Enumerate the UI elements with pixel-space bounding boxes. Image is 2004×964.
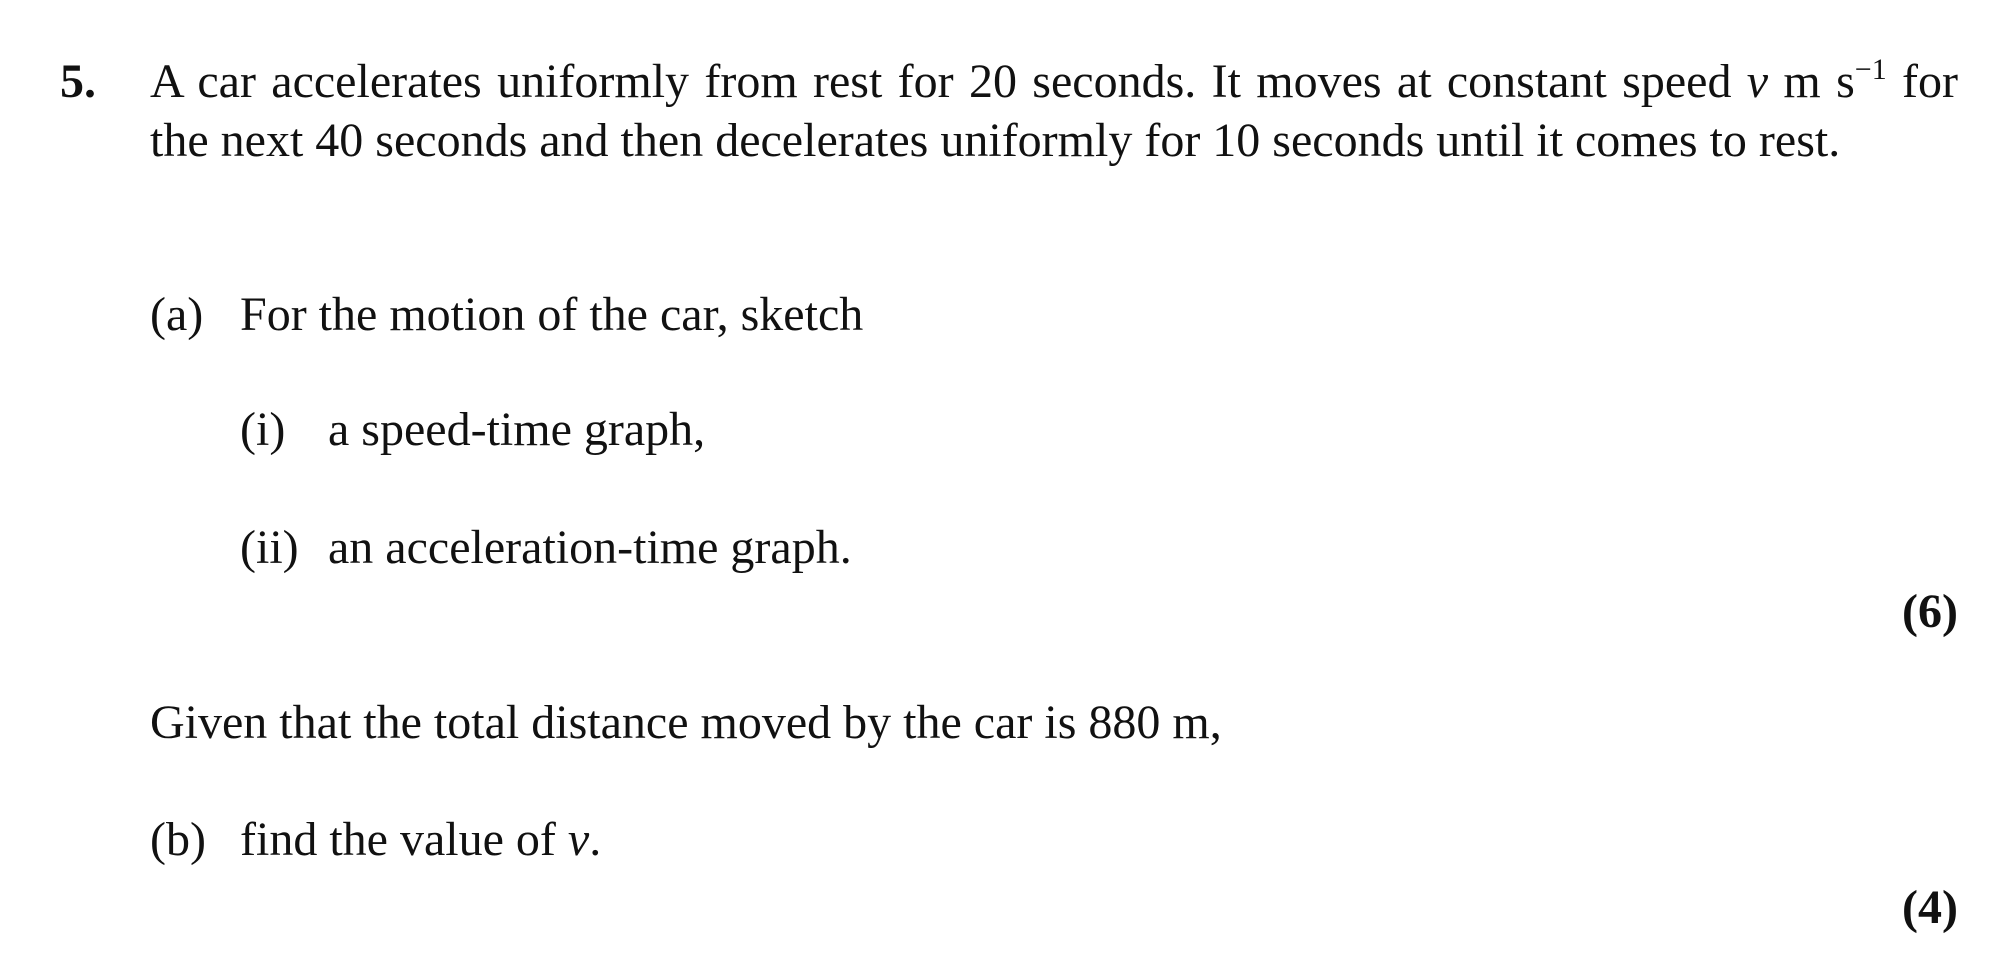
part-a-i-text: a speed-time graph, [328, 403, 706, 456]
part-a-ii-text: an acceleration-time graph. [328, 521, 852, 574]
part-b-text-end: . [589, 813, 602, 866]
stem-text-end: for the next 40 seconds and then decelerates uniformly for 10 seconds until it comes to rest. [150, 55, 1959, 167]
part-a-text: For the motion of the car, sketch [240, 288, 864, 341]
question-stem [150, 52, 1958, 170]
part-a-i-label: (i) [240, 403, 286, 456]
stem-unit-exponent: −1 [1854, 53, 1887, 86]
stem-variable-v: v [1746, 55, 1769, 108]
stem-text-start: A car accelerates uniformly from rest for 20 seconds. It moves at constant speed [150, 55, 1747, 108]
part-a-label: (a) [150, 288, 204, 341]
given-statement: Given that the total distance moved by the car is 880 m, [150, 696, 1222, 749]
part-a-marks: (6) [1902, 585, 1958, 638]
part-b-marks: (4) [1902, 881, 1958, 934]
part-b-label: (b) [150, 813, 206, 866]
question-number: 5. [60, 55, 96, 108]
part-a-ii-label: (ii) [240, 521, 299, 574]
stem-unit: m s [1768, 55, 1855, 108]
part-b-text-start: find the value of [240, 813, 568, 866]
part-b-variable-v: v [567, 813, 590, 866]
part-b-text [240, 810, 601, 870]
